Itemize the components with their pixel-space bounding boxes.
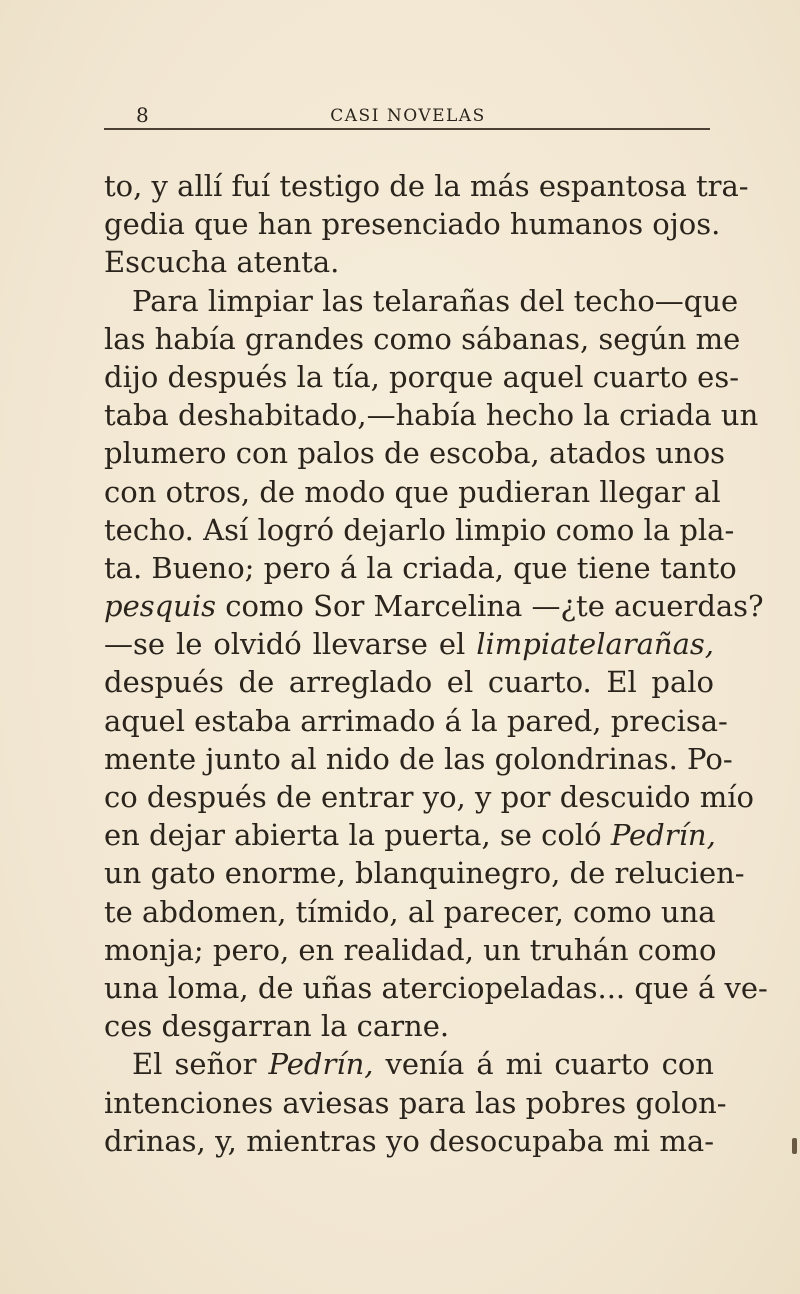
header-rule — [104, 128, 710, 130]
text-line: mente junto al nido de las golondrinas. Po- — [104, 741, 733, 776]
text-line: aquel estaba arrimado á la pared, precisa- — [104, 703, 728, 738]
text-line: en dejar abierta la puerta, se coló Pedrín, — [104, 818, 716, 853]
text-line: dijo después la tía, porque aquel cuarto es- — [104, 359, 739, 394]
running-title: CASI NOVELAS — [330, 106, 486, 126]
text-line: taba deshabitado,—había hecho la criada un — [104, 398, 759, 433]
text-line: Escucha atenta. — [104, 245, 340, 280]
text-line: ta. Bueno; pero á la criada, que tiene tanto — [104, 550, 737, 585]
text-line: Para limpiar las telarañas del techo—que — [132, 283, 739, 318]
text-line: El señor Pedrín, venía á mi cuarto con — [132, 1047, 714, 1082]
text-line: plumero con palos de escoba, atados unos — [104, 436, 726, 471]
text-line: intenciones aviesas para las pobres golon- — [104, 1085, 727, 1120]
page-number: 8 — [136, 103, 149, 127]
text-line: co después de entrar yo, y por descuido mío — [104, 780, 754, 814]
body-text — [104, 167, 768, 1160]
text-line: gedia que han presenciado humanos ojos. — [104, 207, 721, 242]
text-line: monja; pero, en realidad, un truhán como — [104, 932, 717, 967]
italic-name: Pedrín, — [610, 818, 716, 853]
italic-term: limpiatelarañas, — [476, 627, 714, 662]
italic-name: Pedrín, — [268, 1047, 374, 1082]
text-line: —se le olvidó llevarse el limpiatelarañas, — [104, 627, 714, 662]
page-edge-mark — [792, 1138, 797, 1154]
text-line: después de arreglado el cuarto. El palo — [104, 665, 714, 700]
page-header — [104, 100, 712, 128]
text-line: techo. Así logró dejarlo limpio como la pla- — [104, 512, 735, 547]
text-line: to, y allí fuí testigo de la más espantosa tra- — [104, 169, 749, 203]
text-line: una loma, de uñas aterciopeladas... que á ve- — [104, 970, 768, 1005]
text-line: pesquis como Sor Marcelina —¿te acuerdas? — [104, 589, 764, 624]
text-line: un gato enorme, blanquinegro, de relucien- — [104, 856, 745, 891]
text-line: te abdomen, tímido, al parecer, como una — [104, 894, 716, 929]
text-line: las había grandes como sábanas, según me — [104, 321, 741, 356]
text-line: drinas, y, mientras yo desocupaba mi ma- — [104, 1123, 714, 1158]
italic-term: pesquis — [104, 589, 217, 624]
text-line: con otros, de modo que pudieran llegar al — [104, 474, 721, 509]
text-line: ces desgarran la carne. — [104, 1009, 450, 1044]
